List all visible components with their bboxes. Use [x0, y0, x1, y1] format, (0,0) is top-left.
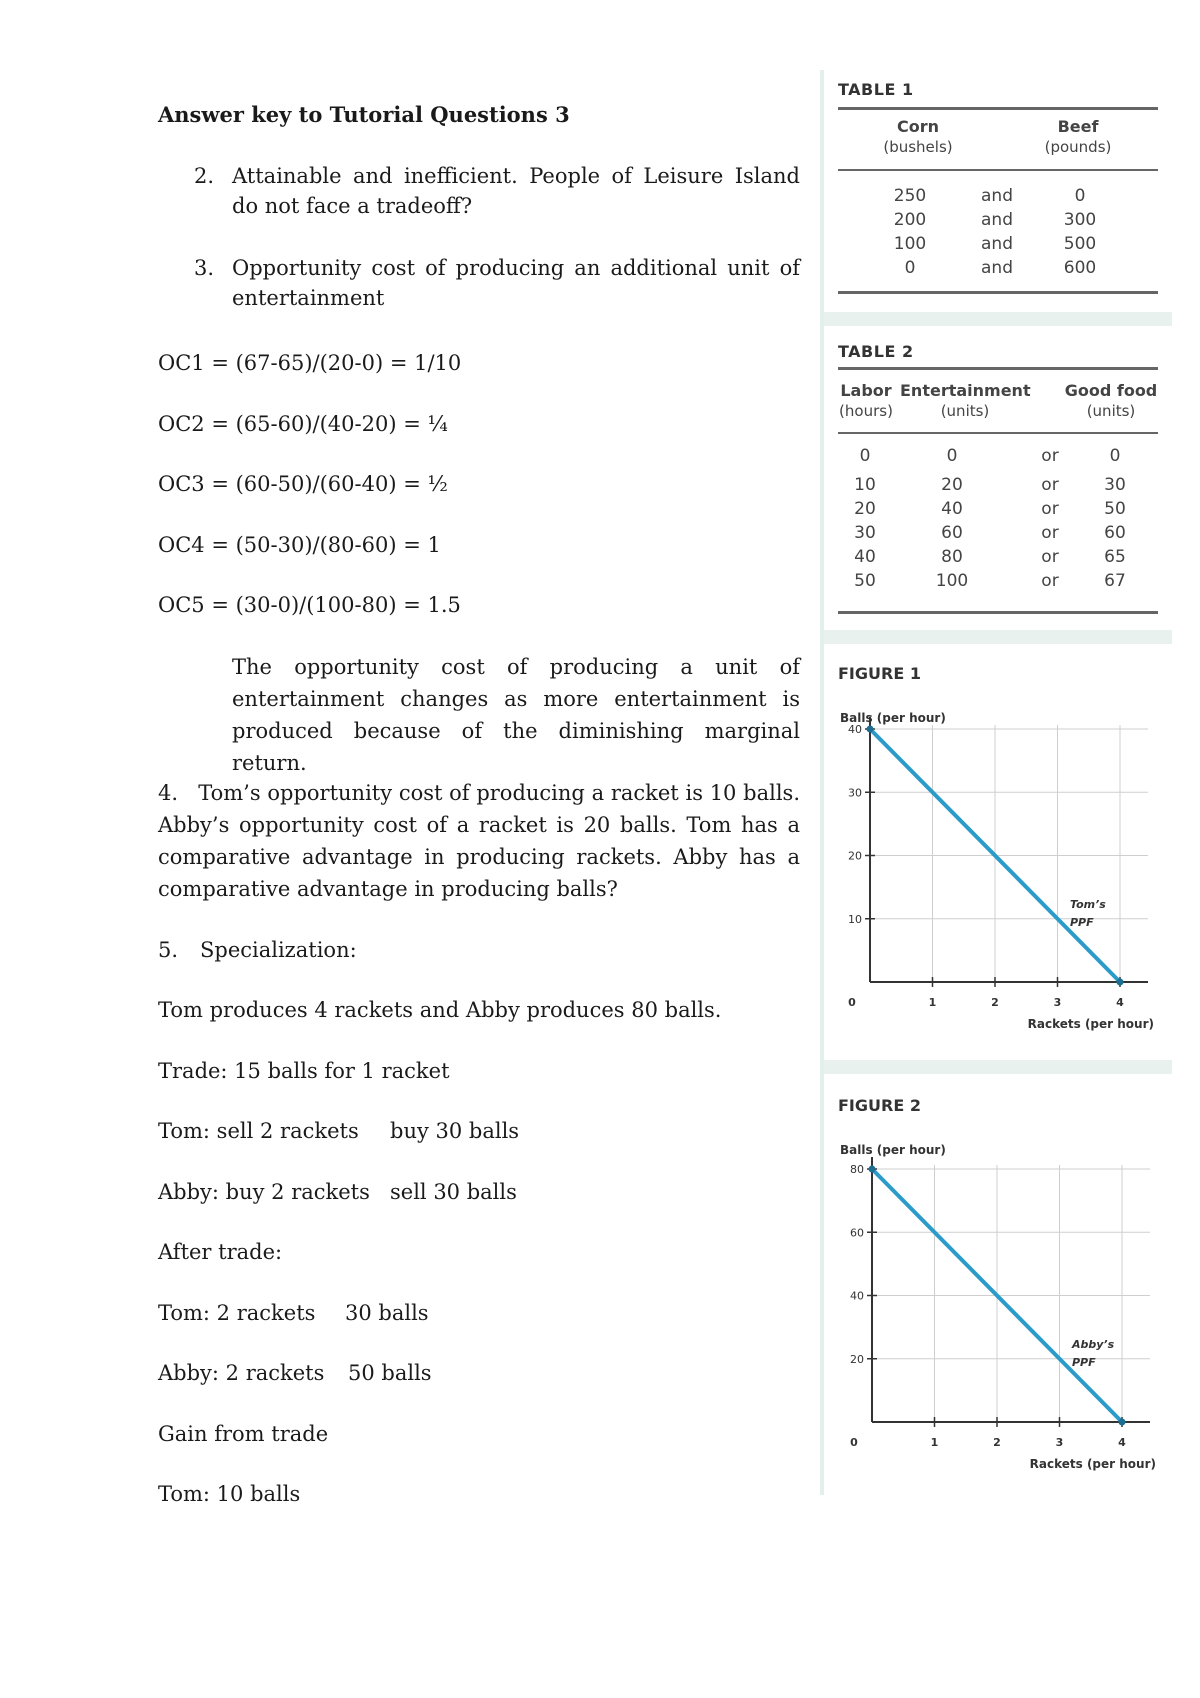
- table1-cell: and: [981, 186, 1013, 206]
- oc-line-3: OC3 = (60-50)/(60-40) = ½: [158, 472, 448, 496]
- y-tick-label: 20: [850, 1352, 864, 1366]
- x-tick-label: 4: [1118, 1436, 1126, 1449]
- x-tick-label: 3: [1055, 1436, 1064, 1449]
- table2-top-rule: [838, 367, 1158, 370]
- table2-cell: 30: [1104, 475, 1126, 495]
- table2-cell: 65: [1104, 547, 1126, 567]
- x-tick-label: 4: [1116, 996, 1124, 1009]
- table1-cell: 0: [1074, 186, 1086, 206]
- table2-bottom-rule: [838, 611, 1158, 614]
- abby-trade-sell: sell 30 balls: [390, 1180, 517, 1204]
- table1-cell: and: [981, 210, 1013, 230]
- textbook-excerpt: [820, 70, 1172, 1495]
- table1-bottom-rule: [838, 291, 1158, 294]
- y-tick-label: 60: [850, 1226, 864, 1240]
- ppf-endpoint: [867, 726, 874, 733]
- table2-cell: or: [1041, 523, 1059, 543]
- section-band: [824, 630, 1172, 644]
- ppf-endpoint: [1117, 979, 1124, 986]
- y-tick-label: 40: [848, 723, 862, 736]
- table1-cell: 0: [904, 258, 916, 278]
- table2-cell: 0: [1109, 446, 1121, 466]
- section-band: [824, 312, 1172, 326]
- tom-gain: Tom: 10 balls: [158, 1482, 301, 1506]
- table2-label: TABLE 2: [838, 342, 914, 361]
- x-tick-label: 1: [930, 1436, 939, 1449]
- table1-cell: 200: [893, 210, 927, 230]
- table2-cell: 30: [854, 523, 876, 543]
- q4-number: 4.: [158, 781, 179, 805]
- table2-cell: 10: [854, 475, 876, 495]
- tom-after-rackets: Tom: 2 rackets: [158, 1301, 316, 1325]
- table1-header-rule: [838, 169, 1158, 171]
- table2-header-rule: [838, 432, 1158, 434]
- q2-answer: Attainable and inefficient. People of Leisure Island do not face a tradeoff?: [232, 164, 800, 218]
- q4-text: Tom’s opportunity cost of producing a racket is 10 balls. Abby’s opportunity cost of a racket is 20 balls. Tom has a comparative advantage in producing rackets. Abby has a comparative advantage in producing balls?: [158, 781, 801, 901]
- figure-label: FIGURE 2: [838, 1096, 921, 1115]
- table2-cell: 50: [1104, 499, 1126, 519]
- table2-cell: 0: [946, 446, 958, 466]
- tom-trade-sell: Tom: sell 2 rackets: [158, 1119, 359, 1143]
- table2-cell: or: [1041, 499, 1059, 519]
- q2-number: 2.: [194, 164, 215, 188]
- y-tick-label: 30: [848, 786, 862, 800]
- table1-cell: 600: [1063, 258, 1097, 278]
- x-tick-label: 2: [993, 1436, 1001, 1449]
- table2-header-entertainment: Entertainment (units): [900, 381, 1031, 420]
- q5-heading: Specialization:: [200, 938, 357, 962]
- abby-trade-buy: Abby: buy 2 rackets: [158, 1180, 370, 1204]
- table1-header-beef: Beef (pounds): [1044, 117, 1112, 156]
- table2-header-goodfood: Good food (units): [1064, 381, 1158, 420]
- table1-cell: 500: [1063, 234, 1097, 254]
- x-tick-label: 0: [848, 996, 856, 1009]
- oc-line-4: OC4 = (50-30)/(80-60) = 1: [158, 533, 441, 557]
- abby-after-rackets: Abby: 2 rackets: [158, 1361, 325, 1385]
- table2-cell: 40: [941, 499, 963, 519]
- table2-cell: 20: [854, 499, 876, 519]
- ppf-annotation: PPF: [1072, 1355, 1096, 1369]
- page-title: Answer key to Tutorial Questions 3: [158, 102, 570, 127]
- table1-cell: 100: [893, 234, 927, 254]
- table1-label: TABLE 1: [838, 80, 914, 99]
- table2-cell: 80: [941, 547, 963, 567]
- trade-terms: Trade: 15 balls for 1 racket: [158, 1059, 450, 1083]
- section-band: [824, 1060, 1172, 1074]
- table2-cell: or: [1041, 475, 1059, 495]
- table2-cell: 100: [935, 571, 969, 591]
- table1-top-rule: [838, 107, 1158, 110]
- table2-cell: 60: [941, 523, 963, 543]
- table2-cell: 0: [859, 446, 871, 466]
- table2-cell: or: [1041, 446, 1059, 466]
- y-tick-label: 80: [850, 1163, 864, 1176]
- table1-cell: 250: [893, 186, 927, 206]
- table2-cell: or: [1041, 547, 1059, 567]
- y-tick-label: 20: [848, 849, 862, 863]
- q4-answer: [158, 777, 800, 905]
- table2-cell: 20: [941, 475, 963, 495]
- table1-header-corn: Corn (bushels): [883, 117, 953, 156]
- table1-cell: 300: [1063, 210, 1097, 230]
- ppf-annotation: Tom’s: [1070, 897, 1106, 911]
- q3-intro: Opportunity cost of producing an additional unit of entertainment: [232, 256, 800, 310]
- ppf-endpoint: [1119, 1419, 1126, 1426]
- y-tick-label: 10: [848, 912, 862, 926]
- x-tick-label: 1: [928, 996, 937, 1009]
- q3-number: 3.: [194, 256, 215, 280]
- x-tick-label: 2: [991, 996, 999, 1009]
- table1-cell: and: [981, 234, 1013, 254]
- table2-cell: 60: [1104, 523, 1126, 543]
- tom-trade-buy: buy 30 balls: [390, 1119, 520, 1143]
- x-tick-label: 3: [1053, 996, 1062, 1009]
- y-axis-label: Balls (per hour): [840, 711, 946, 725]
- ppf-annotation: Abby’s: [1072, 1337, 1115, 1351]
- table2-cell: 50: [854, 571, 876, 591]
- q3-conclusion: The opportunity cost of producing a unit of entertainment changes as more entertainment is produced because of the diminishing marginal return.: [232, 655, 800, 775]
- table2-cell: 67: [1104, 571, 1126, 591]
- y-axis-label: Balls (per hour): [840, 1143, 946, 1157]
- ppf-annotation: PPF: [1070, 915, 1094, 929]
- x-axis-label: Rackets (per hour): [1027, 1017, 1154, 1031]
- after-trade-heading: After trade:: [158, 1240, 283, 1264]
- figure-2-chart: [820, 1087, 1172, 1495]
- x-tick-label: 0: [850, 1436, 858, 1449]
- q5-number: 5.: [158, 938, 179, 962]
- table2-cell: 40: [854, 547, 876, 567]
- table2-header-labor: Labor (hours): [839, 381, 893, 420]
- oc-line-2: OC2 = (65-60)/(40-20) = ¼: [158, 412, 448, 436]
- tom-after-balls: 30 balls: [345, 1301, 429, 1325]
- gain-heading: Gain from trade: [158, 1422, 329, 1446]
- oc-line-5: OC5 = (30-0)/(100-80) = 1.5: [158, 593, 461, 617]
- x-axis-label: Rackets (per hour): [1029, 1457, 1156, 1471]
- specialization-text: Tom produces 4 rackets and Abby produces 80 balls.: [158, 998, 722, 1022]
- figure-label: FIGURE 1: [838, 664, 921, 683]
- figure-1-chart: [820, 655, 1172, 1055]
- table2-cell: or: [1041, 571, 1059, 591]
- ppf-endpoint: [869, 1166, 876, 1173]
- y-tick-label: 40: [850, 1289, 864, 1303]
- table1-cell: and: [981, 258, 1013, 278]
- oc-line-1: OC1 = (67-65)/(20-0) = 1/10: [158, 351, 462, 375]
- abby-after-balls: 50 balls: [348, 1361, 432, 1385]
